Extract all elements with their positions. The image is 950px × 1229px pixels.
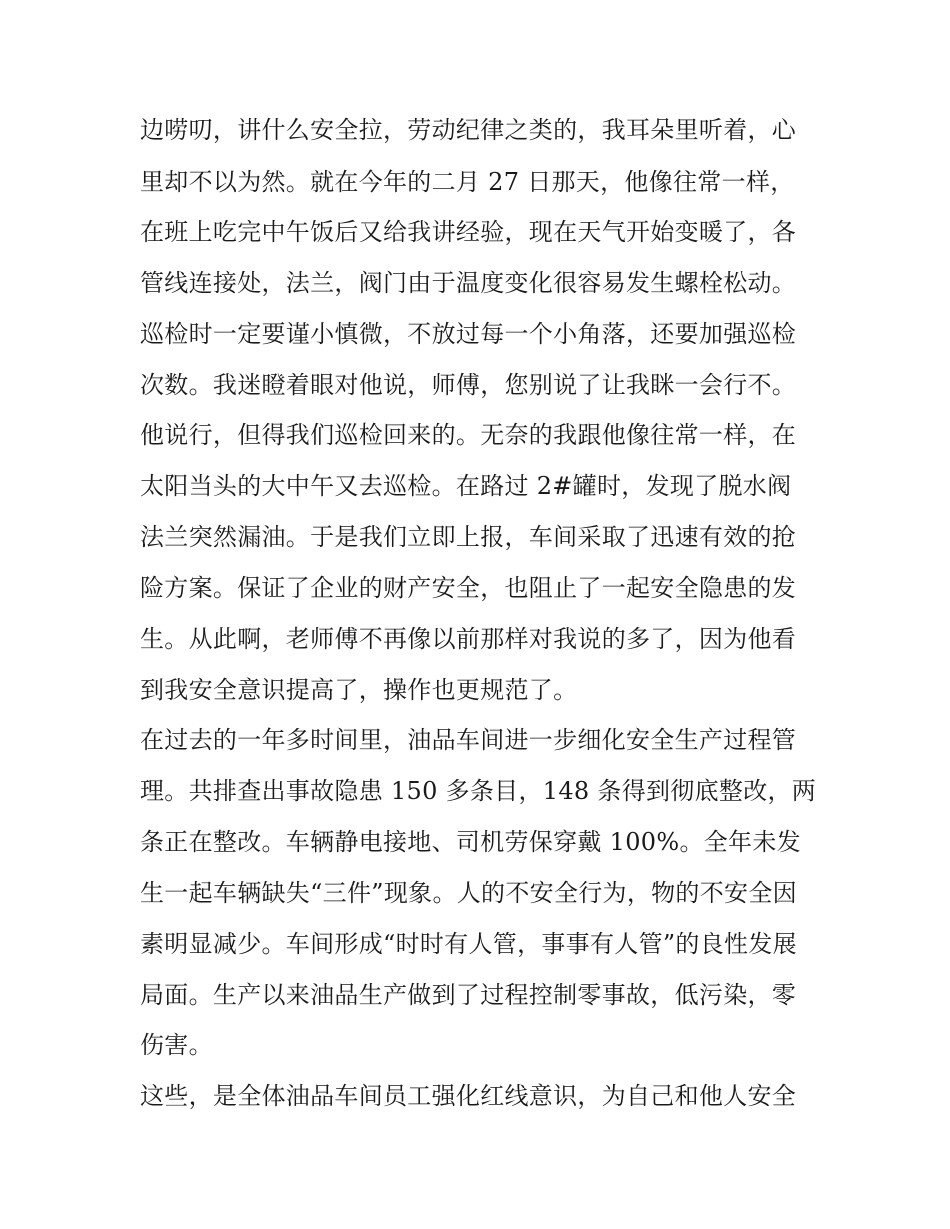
- text-line: 次数。我迷瞪着眼对他说，师傅，您别说了让我眯一会行不。: [140, 371, 797, 399]
- text-line: 巡检时一定要谨小慎微，不放过每一个小角落，还要加强巡检: [140, 320, 797, 348]
- text-line: 险方案。保证了企业的财产安全，也阻止了一起安全隐患的发: [140, 574, 797, 602]
- text-line: 在过去的一年多时间里，油品车间进一步细化安全生产过程管: [140, 726, 797, 754]
- text-line: 伤害。: [140, 1031, 213, 1059]
- text-line: 他说行，但得我们巡检回来的。无奈的我跟他像往常一样，在: [140, 421, 797, 449]
- text-line: 太阳当头的大中午又去巡检。在路过 2#罐时，发现了脱水阀: [140, 472, 792, 500]
- text-line: 里却不以为然。就在今年的二月 27 日那天，他像往常一样，: [140, 168, 795, 196]
- text-line: 在班上吃完中午饭后又给我讲经验，现在天气开始变暖了，各: [140, 218, 797, 246]
- text-line: 生。从此啊，老师傅不再像以前那样对我说的多了，因为他看: [140, 625, 797, 653]
- text-line: 到我安全意识提高了，操作也更规范了。: [140, 676, 578, 704]
- text-line: 条正在整改。车辆静电接地、司机劳保穿戴 100%。全年未发: [140, 828, 801, 856]
- text-line: 法兰突然漏油。于是我们立即上报，车间采取了迅速有效的抢: [140, 523, 797, 551]
- text-line: 素明显减少。车间形成“时时有人管，事事有人管”的良性发展: [140, 930, 797, 958]
- text-line: 管线连接处，法兰，阀门由于温度变化很容易发生螺栓松动。: [140, 269, 797, 297]
- text-line: 这些，是全体油品车间员工强化红线意识，为自己和他人安全: [140, 1082, 797, 1110]
- text-line: 理。共排查出事故隐患 150 多条目，148 条得到彻底整改，两: [140, 777, 817, 805]
- text-line: 边唠叨，讲什么安全拉，劳动纪律之类的，我耳朵里听着，心: [140, 116, 797, 144]
- text-line: 局面。生产以来油品生产做到了过程控制零事故，低污染，零: [140, 981, 797, 1009]
- text-line: 生一起车辆缺失“三件”现象。人的不安全行为，物的不安全因: [140, 879, 797, 907]
